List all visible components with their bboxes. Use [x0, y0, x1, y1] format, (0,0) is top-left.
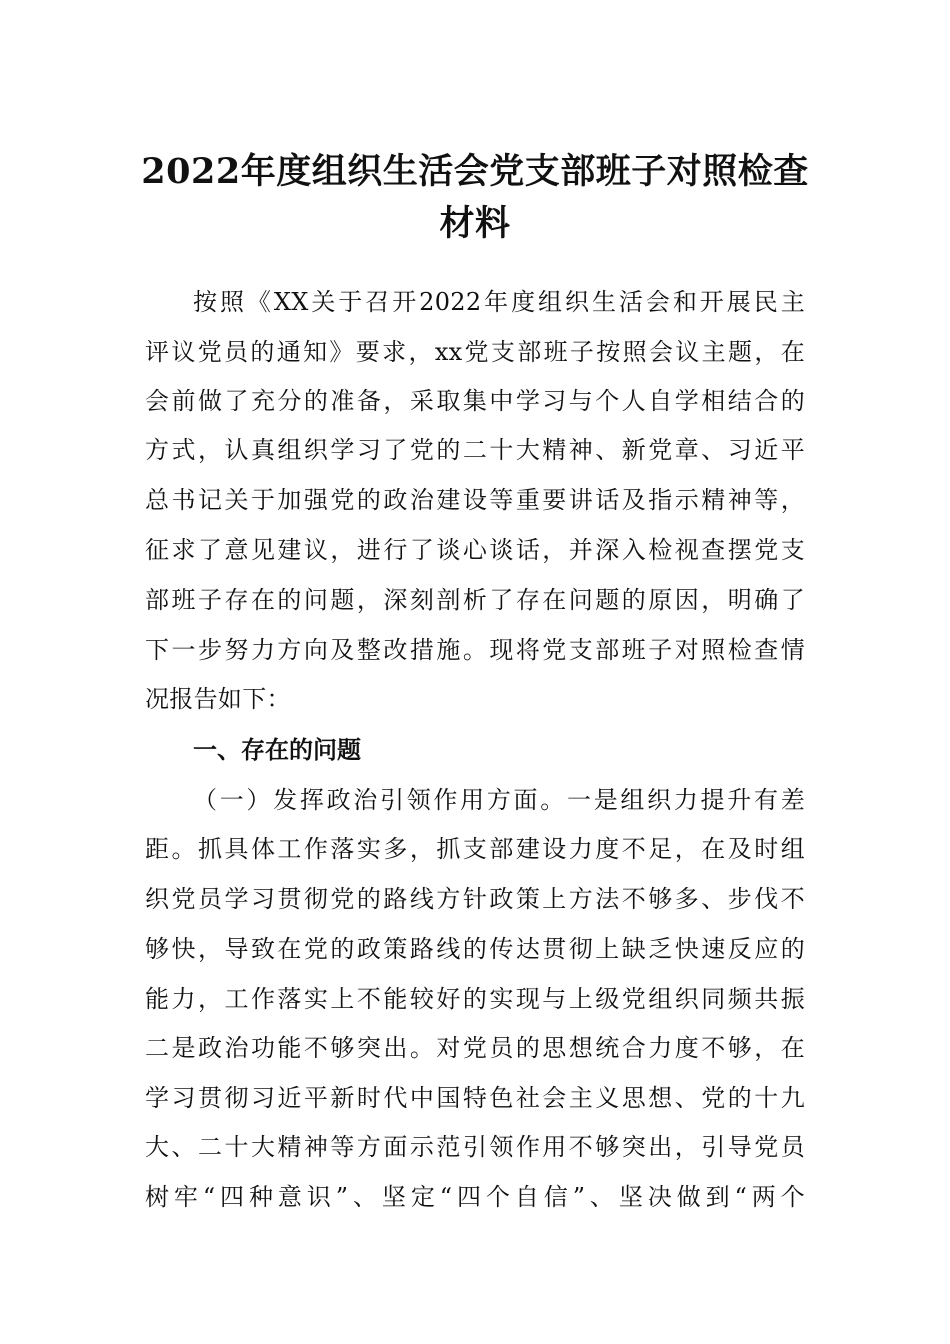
section-paragraph-line: 树牢“四种意识”、坚定“四个自信”、坚决做到“两个 — [145, 1183, 805, 1211]
section-paragraph-line: 够快，导致在党的政策路线的传达贯彻上缺乏快速反应的 — [145, 935, 805, 963]
section-paragraph-line: （一）发挥政治引领作用方面。一是组织力提升有差 — [193, 786, 805, 814]
document-title-line-2: 材料 — [439, 203, 511, 244]
intro-paragraph-line: 按照《XX关于召开2022年度组织生活会和开展民主 — [193, 288, 805, 316]
intro-paragraph-line: 评议党员的通知》要求，xx党支部班子按照会议主题，在 — [145, 338, 805, 366]
intro-paragraph-line: 征求了意见建议，进行了谈心谈话，并深入检视查摆党支 — [145, 536, 805, 564]
intro-paragraph-line: 部班子存在的问题，深刻剖析了存在问题的原因，明确了 — [145, 586, 805, 614]
intro-paragraph-line: 总书记关于加强党的政治建设等重要讲话及指示精神等， — [145, 486, 805, 514]
intro-paragraph-line: 会前做了充分的准备，采取集中学习与个人自学相结合的 — [145, 387, 805, 415]
intro-paragraph-line: 况报告如下： — [145, 685, 291, 713]
section-paragraph-line: 大、二十大精神等方面示范引领作用不够突出，引导党员 — [145, 1133, 805, 1161]
intro-paragraph-line: 下一步努力方向及整改措施。现将党支部班子对照检查情 — [145, 636, 805, 664]
intro-paragraph-line: 方式，认真组织学习了党的二十大精神、新党章、习近平 — [145, 436, 805, 464]
section-paragraph-line: 二是政治功能不够突出。对党员的思想统合力度不够，在 — [145, 1034, 805, 1062]
section-paragraph-line: 距。抓具体工作落实多，抓支部建设力度不足，在及时组 — [145, 835, 805, 863]
section-heading: 一、存在的问题 — [193, 736, 361, 764]
section-paragraph-line: 学习贯彻习近平新时代中国特色社会主义思想、党的十九 — [145, 1084, 805, 1112]
section-paragraph-line: 织党员学习贯彻党的路线方针政策上方法不够多、步伐不 — [145, 885, 805, 913]
section-paragraph-line: 能力，工作落实上不能较好的实现与上级党组织同频共振 — [145, 985, 805, 1013]
document-title-line-1: 2022年度组织生活会党支部班子对照检查 — [141, 151, 809, 192]
